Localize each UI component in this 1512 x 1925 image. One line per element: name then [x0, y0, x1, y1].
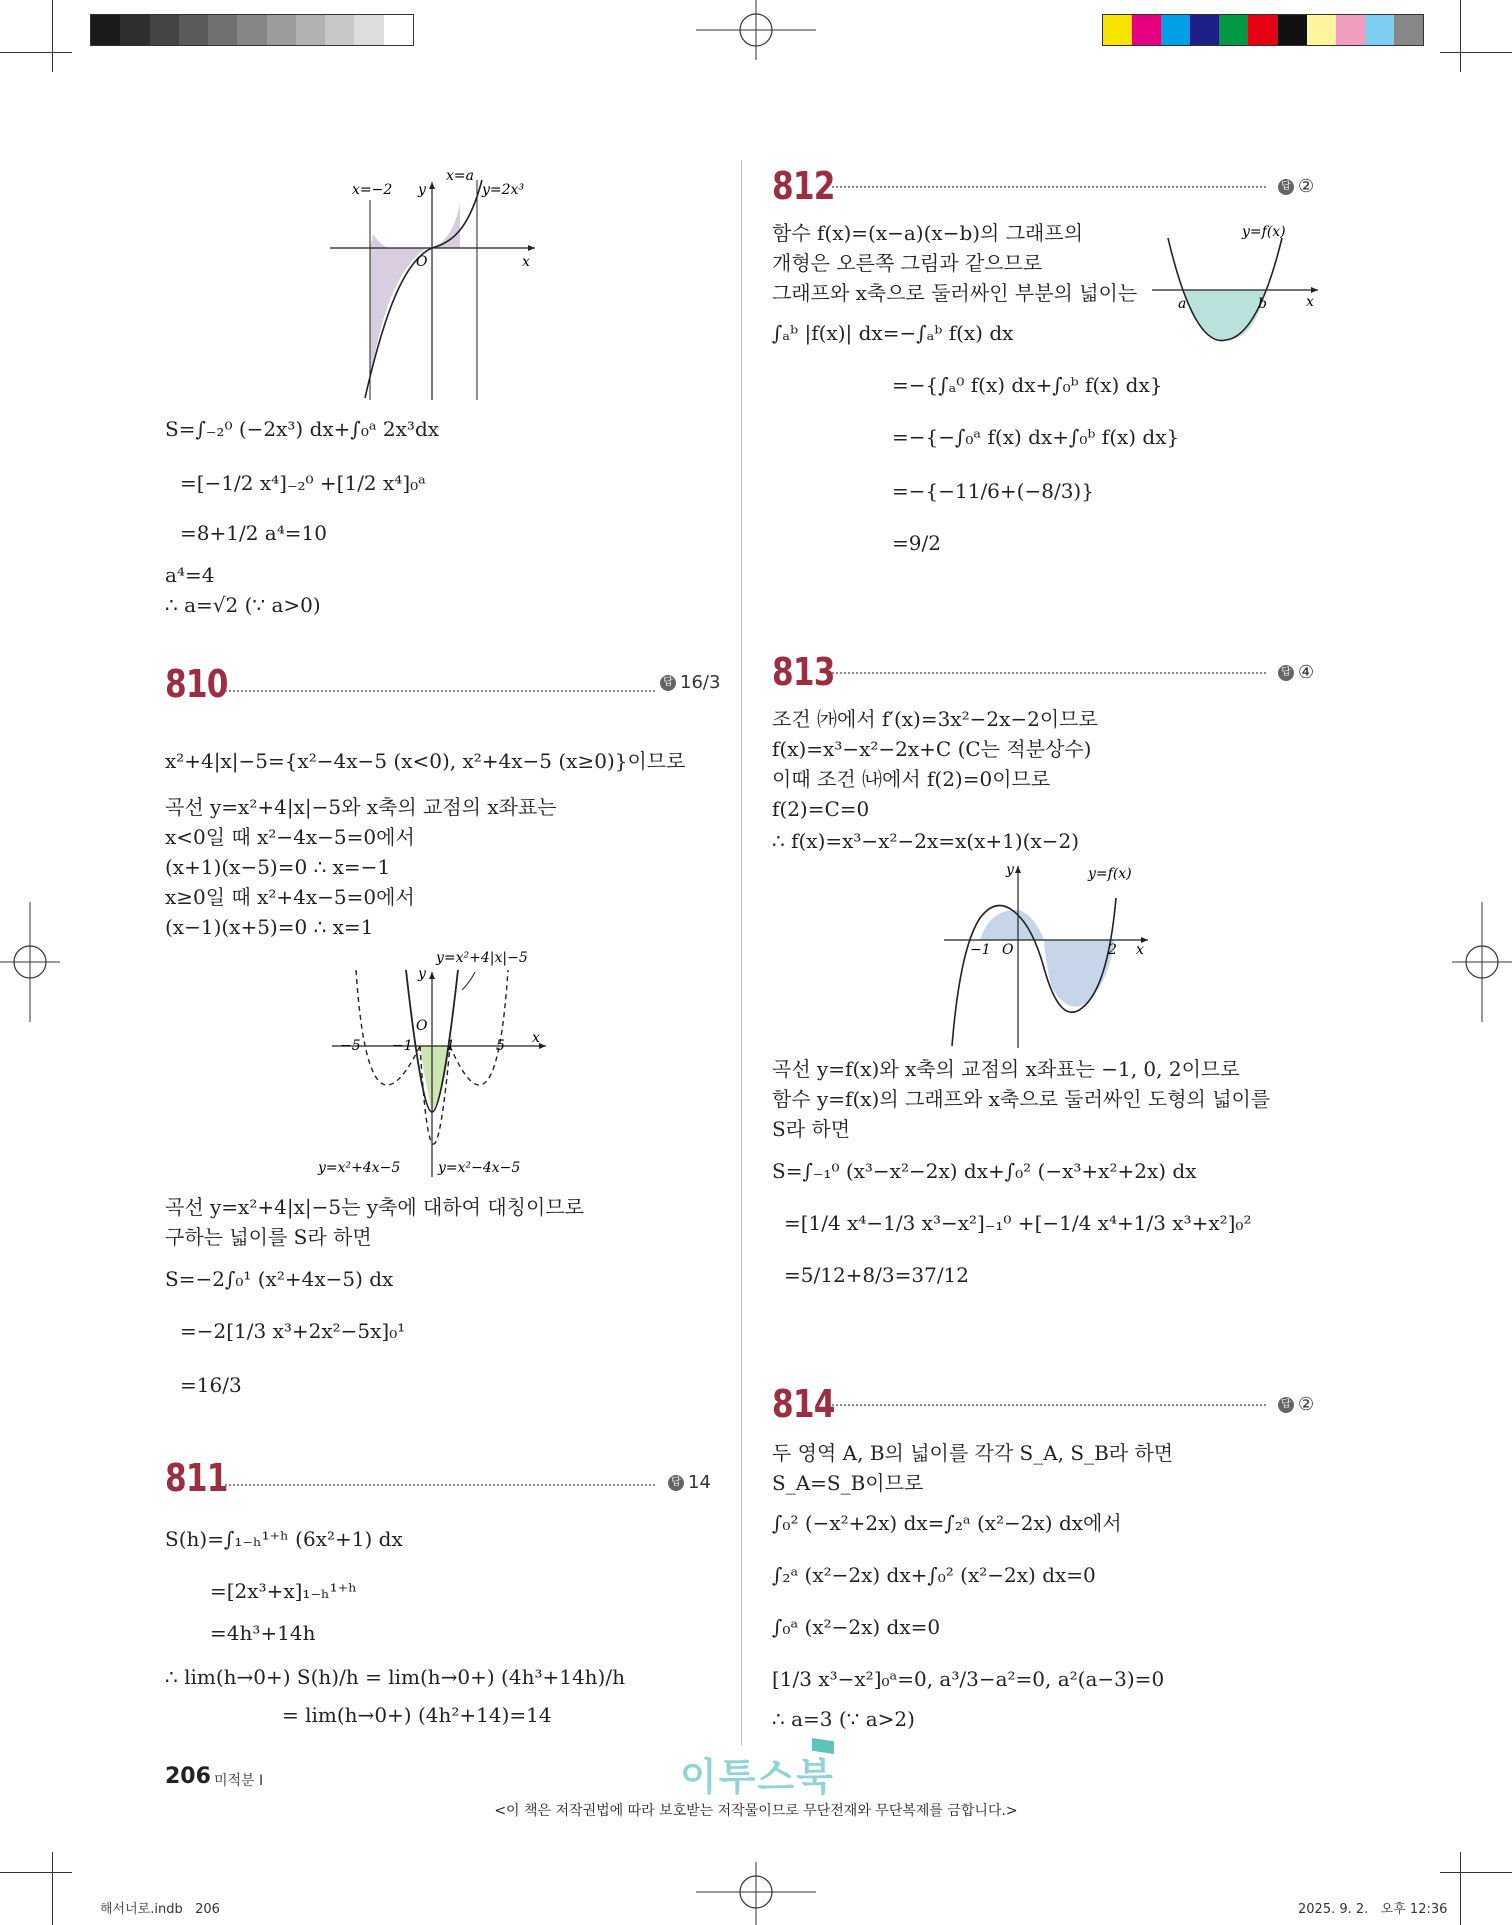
p813-line-7: 함수 y=f(x)의 그래프와 x축으로 둘러싸인 도형의 넓이를 [772, 1087, 1271, 1111]
p812-line-6: =−{−∫₀ᵃ f(x) dx+∫₀ᵇ f(x) dx} [892, 425, 1180, 449]
label-right-curve: y=x²−4x−5 [438, 1160, 521, 1176]
p810-line-1: x²+4|x|−5={x²−4x−5 (x<0), x²+4x−5 (x≥0)}이므로 [165, 749, 686, 773]
dotted-leader [225, 1484, 655, 1486]
label-m5: −5 [340, 1038, 361, 1054]
p810-line-11: =16/3 [180, 1373, 242, 1397]
label-p5: 5 [496, 1038, 505, 1054]
problem-number-812: 812 [772, 164, 835, 208]
p810-line-10: =−2[1/3 x³+2x²−5x]₀¹ [180, 1319, 406, 1343]
answer-812 [1278, 176, 1314, 197]
answer-810 [660, 672, 720, 693]
color-swatch [1132, 15, 1161, 45]
answer-813 [1278, 662, 1314, 683]
color-swatch [1365, 15, 1394, 45]
p809-line-3: =8+1/2 a⁴=10 [180, 521, 327, 545]
p813-line-11: =5/12+8/3=37/12 [784, 1263, 970, 1287]
p810-line-6: (x−1)(x+5)=0 ∴ x=1 [165, 915, 374, 939]
color-swatch [1103, 15, 1132, 45]
gray-swatch [384, 15, 413, 45]
crop-mark [52, 1852, 53, 1925]
label-y-axis: y [1006, 862, 1014, 878]
print-timestamp: 2025. 9. 2. 오후 12:36 [1298, 1902, 1448, 1917]
p813-line-8: S라 하면 [772, 1117, 851, 1141]
label-curve: y=2x³ [482, 182, 525, 198]
p813-line-4: f(2)=C=0 [772, 797, 870, 821]
p810-line-7: 곡선 y=x²+4|x|−5는 y축에 대하여 대칭이므로 [165, 1195, 584, 1219]
problem-number-810: 810 [165, 662, 228, 706]
p811-line-3: =4h³+14h [210, 1621, 316, 1645]
gray-color-bar [90, 14, 414, 46]
label-x-axis: x [522, 254, 530, 270]
watermark-logo: 이투스북 [680, 1755, 835, 1799]
answer-icon: 답 [668, 1475, 684, 1491]
label-b: b [1258, 296, 1267, 312]
subject-label: 미적분 Ⅰ [214, 1773, 264, 1789]
p809-line-5: ∴ a=√2 (∵ a>0) [165, 593, 321, 617]
label-p1: 1 [446, 1038, 455, 1054]
color-swatch [1394, 15, 1423, 45]
p811-line-5: = lim(h→0+) (4h²+14)=14 [282, 1703, 552, 1727]
color-swatch [1336, 15, 1365, 45]
p814-line-4: ∫₂ᵃ (x²−2x) dx+∫₀² (x²−2x) dx=0 [772, 1563, 1096, 1587]
p812-line-3: 그래프와 x축으로 둘러싸인 부분의 넓이는 [772, 281, 1138, 305]
color-swatch [1190, 15, 1219, 45]
answer-icon: 답 [1278, 1397, 1294, 1413]
p814-line-1: 두 영역 A, B의 넓이를 각각 S_A, S_B라 하면 [772, 1441, 1174, 1465]
label-y-axis: y [418, 966, 426, 982]
dotted-leader [225, 690, 655, 692]
copyright-notice: <이 책은 저작권법에 따라 보호받는 저작물이므로 무단전재와 무단복제를 금합니다.> [494, 1803, 1018, 1819]
label-x-axis: x [532, 1030, 540, 1046]
registration-mark-bottom [696, 1862, 816, 1925]
answer-icon: 답 [660, 675, 676, 691]
gray-swatch [150, 15, 179, 45]
p814-line-2: S_A=S_B이므로 [772, 1471, 924, 1495]
p810-line-2: 곡선 y=x²+4|x|−5와 x축의 교점의 x좌표는 [165, 795, 557, 819]
p813-line-3: 이때 조건 ㈏에서 f(2)=0이므로 [772, 767, 1051, 791]
color-swatch [1278, 15, 1307, 45]
gray-swatch [120, 15, 149, 45]
gray-swatch [354, 15, 383, 45]
label-m1: −1 [970, 942, 991, 958]
p811-line-1: S(h)=∫₁₋ₕ¹⁺ʰ (6x²+1) dx [165, 1527, 403, 1551]
label-y-axis: y [418, 182, 426, 198]
p810-line-4: (x+1)(x−5)=0 ∴ x=−1 [165, 855, 391, 879]
label-origin: O [416, 1018, 428, 1034]
color-color-bar [1102, 14, 1424, 46]
answer-value: ② [1298, 176, 1315, 197]
crop-mark [1460, 1852, 1461, 1925]
label-x-axis: x [1306, 294, 1314, 310]
answer-value: 16/3 [680, 672, 721, 693]
page-number: 206 [165, 1764, 211, 1789]
answer-icon: 답 [1278, 665, 1294, 681]
gray-swatch [267, 15, 296, 45]
crop-mark [52, 0, 53, 72]
problem-number-813: 813 [772, 650, 835, 694]
label-left-curve: y=x²+4x−5 [318, 1160, 401, 1176]
crop-mark [1440, 1872, 1512, 1873]
label-x-axis: x [1136, 942, 1144, 958]
registration-mark-left [0, 902, 60, 1022]
p810-line-5: x≥0일 때 x²+4x−5=0에서 [165, 885, 415, 909]
color-swatch [1161, 15, 1190, 45]
answer-value: ② [1298, 1394, 1315, 1415]
dotted-leader [832, 672, 1266, 674]
label-curve: y=x²+4|x|−5 [436, 950, 528, 966]
gray-swatch [179, 15, 208, 45]
p813-line-2: f(x)=x³−x²−2x+C (C는 적분상수) [772, 737, 1092, 761]
gray-swatch [237, 15, 266, 45]
crop-mark [1460, 0, 1461, 72]
graph-809 [330, 160, 550, 400]
area-right-fill [426, 202, 460, 248]
color-swatch [1307, 15, 1336, 45]
gray-swatch [296, 15, 325, 45]
label-origin: O [1002, 942, 1014, 958]
crop-mark [0, 52, 72, 53]
answer-811 [668, 1472, 711, 1493]
p812-line-8: =9/2 [892, 531, 941, 555]
graph-813 [940, 858, 1160, 1048]
gray-swatch [91, 15, 120, 45]
p814-line-7: ∴ a=3 (∵ a>2) [772, 1707, 915, 1731]
label-origin: O [416, 254, 428, 270]
graph-810 [310, 942, 570, 1177]
gray-swatch [208, 15, 237, 45]
p810-line-3: x<0일 때 x²−4x−5=0에서 [165, 825, 415, 849]
p811-line-2: =[2x³+x]₁₋ₕ¹⁺ʰ [210, 1579, 357, 1603]
label-curve: y=f(x) [1242, 224, 1286, 240]
gray-swatch [325, 15, 354, 45]
area-813-left [980, 910, 1044, 940]
registration-mark-top [696, 0, 816, 60]
crop-mark [0, 1872, 72, 1873]
answer-value: ④ [1298, 662, 1315, 683]
label-curve: y=f(x) [1088, 866, 1132, 882]
problem-number-811: 811 [165, 1456, 228, 1500]
graph-812 [1150, 218, 1320, 348]
label-a: a [1178, 296, 1187, 312]
p813-line-1: 조건 ㈎에서 f′(x)=3x²−2x−2이므로 [772, 707, 1098, 731]
p812-line-7: =−{−11/6+(−8/3)} [892, 479, 1094, 503]
p810-line-9: S=−2∫₀¹ (x²+4x−5) dx [165, 1267, 394, 1291]
p813-line-6: 곡선 y=f(x)와 x축의 교점의 x좌표는 −1, 0, 2이므로 [772, 1057, 1240, 1081]
p809-line-2: =[−1/2 x⁴]₋₂⁰ +[1/2 x⁴]₀ᵃ [180, 471, 426, 495]
p809-line-1: S=∫₋₂⁰ (−2x³) dx+∫₀ᵃ 2x³dx [165, 417, 440, 441]
p812-line-2: 개형은 오른쪽 그림과 같으므로 [772, 251, 1043, 275]
label-x-eq-neg2: x=−2 [352, 182, 393, 198]
p814-line-3: ∫₀² (−x²+2x) dx=∫₂ᵃ (x²−2x) dx에서 [772, 1511, 1122, 1535]
answer-icon: 답 [1278, 179, 1294, 195]
crop-mark [1440, 52, 1512, 53]
p813-line-5: ∴ f(x)=x³−x²−2x=x(x+1)(x−2) [772, 829, 1080, 853]
label-two: 2 [1108, 942, 1117, 958]
p813-line-10: =[1/4 x⁴−1/3 x³−x²]₋₁⁰ +[−1/4 x⁴+1/3 x³+x²]₀² [784, 1211, 1252, 1235]
problem-number-814: 814 [772, 1382, 835, 1426]
p813-line-9: S=∫₋₁⁰ (x³−x²−2x) dx+∫₀² (−x³+x²+2x) dx [772, 1159, 1197, 1183]
p809-line-4: a⁴=4 [165, 563, 215, 587]
color-swatch [1248, 15, 1277, 45]
column-divider [741, 160, 742, 1745]
p814-line-5: ∫₀ᵃ (x²−2x) dx=0 [772, 1615, 941, 1639]
p812-line-4: ∫ₐᵇ |f(x)| dx=−∫ₐᵇ f(x) dx [772, 321, 1014, 345]
area-812 [1184, 290, 1266, 340]
color-swatch [1219, 15, 1248, 45]
label-m1: −1 [392, 1038, 413, 1054]
p810-line-8: 구하는 넓이를 S라 하면 [165, 1225, 372, 1249]
dotted-leader [832, 186, 1266, 188]
answer-814 [1278, 1394, 1314, 1415]
registration-mark-right [1452, 902, 1512, 1022]
answer-value: 14 [688, 1472, 711, 1493]
p814-line-6: [1/3 x³−x²]₀ᵃ=0, a³/3−a²=0, a²(a−3)=0 [772, 1667, 1165, 1691]
dotted-leader [832, 1404, 1266, 1406]
p812-line-1: 함수 f(x)=(x−a)(x−b)의 그래프의 [772, 221, 1084, 245]
file-info: 해서너로.indb 206 [100, 1902, 220, 1917]
label-x-eq-a: x=a [446, 168, 474, 184]
p812-line-5: =−{∫ₐ⁰ f(x) dx+∫₀ᵇ f(x) dx} [892, 373, 1163, 397]
p811-line-4: ∴ lim(h→0+) S(h)/h = lim(h→0+) (4h³+14h)/h [165, 1665, 625, 1689]
